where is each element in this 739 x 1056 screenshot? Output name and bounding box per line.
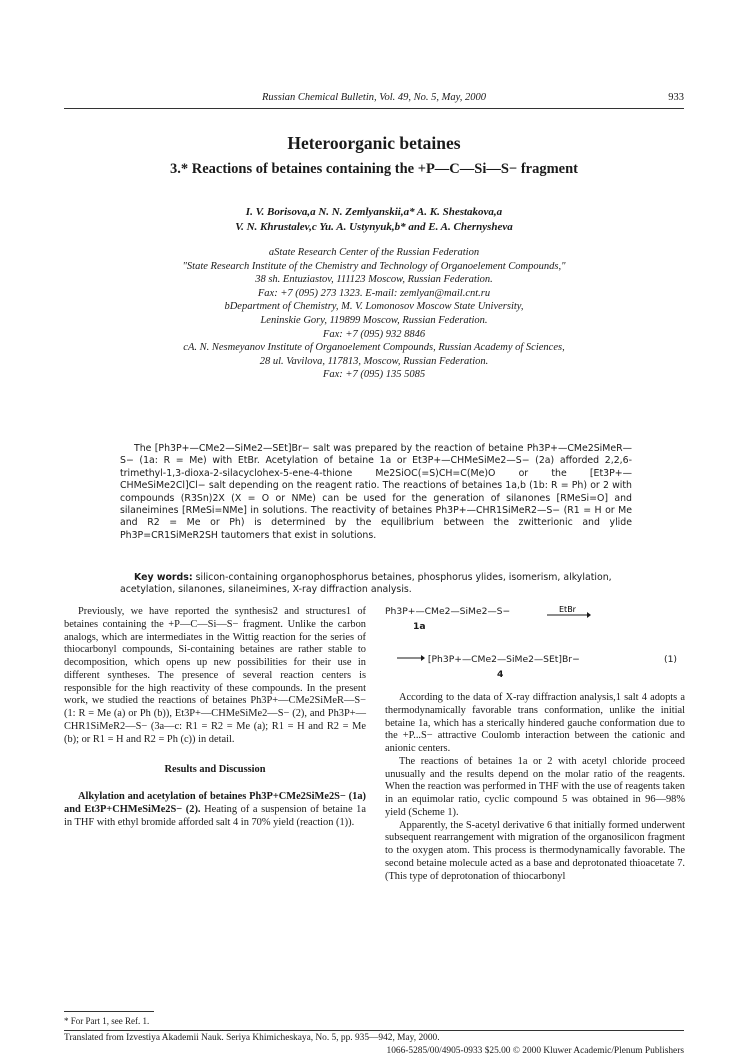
affiliation-line: Fax: +7 (095) 273 1323. E-mail: zemlyan@mail.cnt.ru [257, 287, 491, 299]
product-formula: [Ph3P+—CMe2—SiMe2—SEt]Br− [427, 654, 580, 665]
abstract-text: The [Ph3P+—CMe2—SiMe2—SEt]Br− salt was prepared by the reaction of betaine Ph3P+—CMe2SiMeR—S− (1a: R = Me) with EtBr. Acetylation of betaine 1a or Et3P+—CHMeSiMe2—S− (2a) afforded 2,2,6-trimethyl-1,3-dioxa-2-silacyclohex-5-ene-4-thione Me2SiOC(=S)CH=C(Me)O or the [Et3P+—CHMeSiMe2Cl]Cl− salt depending on the reagent ratio. The reactions of betaines 1a,b (1b: R = Ph) or 2 with compounds (R3Sn)2X (X = O or NMe) can be used for the generation of silanones [RMeSi=O] and silaneimines [RMeSi=NMe] in solutions. The reactivity of betaines Ph3P+—CHR1SiMeR2—S− (R1 = H or Me and R2 = Me or Ph) is determined by the equilibrium between the zwitterionic and ylide Ph3P=CR1SiMeR2SH tautomers that exist in solutions. [120, 443, 632, 541]
affiliation-line: 38 sh. Entuziastov, 111123 Moscow, Russian Federation. [255, 274, 493, 286]
affiliation-line: Fax: +7 (095) 932 8846 [322, 328, 426, 340]
reagent-label: EtBr [559, 606, 576, 614]
left-column [64, 606, 366, 829]
authors-line-1: I. V. Borisova,a N. N. Zemlyanskii,a* A. K. Shestakova,a [245, 206, 503, 218]
keywords-text: silicon-containing organophosphorus betaines, phosphorus ylides, isomerism, alkylation, acetylation, silanones, silaneimines, X-ray diffraction analysis. [120, 572, 612, 596]
article-title: Heteroorganic betaines [287, 133, 461, 153]
abstract [120, 443, 632, 542]
subsection-text: Heating of a suspension of betaine 1a in THF with ethyl bromide afforded salt 4 in 70% yield (reaction (1)). [64, 803, 366, 828]
journal-citation: Russian Chemical Bulletin, Vol. 49, No. 5, May, 2000 [262, 92, 486, 103]
author-list [64, 205, 684, 235]
affiliations [64, 246, 684, 382]
affiliation-line: 28 ul. Vavilova, 117813, Moscow, Russian Federation. [259, 355, 489, 367]
subsection-heading: Alkylation and acetylation of betaines Ph3P+CMe2SiMe2S− (1a) and Et3P+CHMeSiMe2S− (2). [64, 791, 366, 815]
affiliation-line: cA. N. Nesmeyanov Institute of Organoelement Compounds, Russian Academy of Sciences, [183, 342, 565, 354]
product-line [397, 654, 580, 667]
authors-line-2: V. N. Khrustalev,c Yu. A. Ustynyuk,b* and E. A. Chernyshevа [235, 221, 513, 233]
footnote-rule [64, 1011, 154, 1012]
body-paragraph: Apparently, the S-acetyl derivative 6 that initially formed underwent subsequent rearrangement with migration of the organosilicon fragment to the oxygen atom. This process is thermodynamically favorable. The second betaine molecule acted as a base and deprotonated thioacetate 7. (This type of deprotonation of thiocarbonyl [385, 819, 685, 882]
intro-paragraph: Previously, we have reported the synthesis2 and structures1 of betaines containing the +P—C—Si—S− fragment. Unlike the carbon analogs, which are intermediates in the Wittig reaction for the series of thiocarbonyl compounds, Si-containing betaines are rather stable to decomposition, which opens up new possibilities for their use in different syntheses. The presence of several reaction centers is responsible for the high reactivity of these compounds. In the present work, we studied the reactions of betaines Ph3P+—CMe2SiMeR—S− (1: R = Me (a) or Ph (b)), Et3P+—CHMeSiMe2—S− (2), and Ph3P+—CHR1SiMeR2—S− (3a—c: R1 = R2 = Me (a); R1 = H and R2 = Me (b); or R1 = H and R2 = Ph (c)) in detail. [64, 606, 366, 745]
right-column [385, 606, 685, 883]
reactant-label: 1a [413, 621, 426, 632]
affiliation-line: aState Research Center of the Russian Federation [268, 247, 480, 258]
product-arrow-icon [397, 654, 425, 662]
equation-number: (1) [663, 654, 677, 665]
section-heading: Results and Discussion [164, 764, 266, 776]
reaction-arrow-icon [545, 606, 591, 620]
reaction-scheme [385, 606, 685, 692]
article-subtitle: 3.* Reactions of betaines containing the +P—C—Si—S− fragment [169, 161, 578, 177]
body-paragraph: The reactions of betaines 1a or 2 with acetyl chloride proceed unusually and the results depend on the molar ratio of the reagents. When the reaction was performed in THF with the use of reagents taken in an equimolar ratio, cyclic compound 5 was obtained in 96—98% yield (Scheme 1). [385, 755, 685, 818]
keywords-label: Key words: [134, 572, 193, 583]
affiliation-line: "State Research Institute of the Chemistry and Technology of Organoelement Compounds," [182, 260, 566, 272]
publisher-line: 1066-5285/00/4905-0933 $25.00 © 2000 Kluwer Academic/Plenum Publishers [386, 1046, 684, 1056]
product-label: 4 [497, 669, 504, 680]
page-number: 933 [668, 92, 684, 103]
affiliation-line: bDepartment of Chemistry, M. V. Lomonosov Moscow State University, [224, 301, 524, 313]
reactant-formula: Ph3P+—CMe2—SiMe2—S− [385, 606, 511, 617]
keywords [120, 572, 632, 596]
footer-rule [64, 1030, 684, 1031]
footnote: * For Part 1, see Ref. 1. [64, 1016, 150, 1026]
body-paragraph: According to the data of X-ray diffraction analysis,1 salt 4 adopts a thermodynamically favorable trans conformation, unlike the initial betaine 1a, which has a sterically hindered gauche conformation due to the +P...S− attractive Coulomb interaction between the cationic and anionic centers. [385, 692, 685, 754]
affiliation-line: Leninskie Gory, 119899 Moscow, Russian Federation. [260, 314, 488, 326]
translation-note: Translated from Izvestiya Akademii Nauk. Seriya Khimicheskaya, No. 5, pp. 935—942, May, 2000. [64, 1033, 440, 1043]
running-head [64, 92, 684, 106]
affiliation-line: Fax: +7 (095) 135 5085 [322, 369, 426, 381]
header-rule [64, 108, 684, 109]
